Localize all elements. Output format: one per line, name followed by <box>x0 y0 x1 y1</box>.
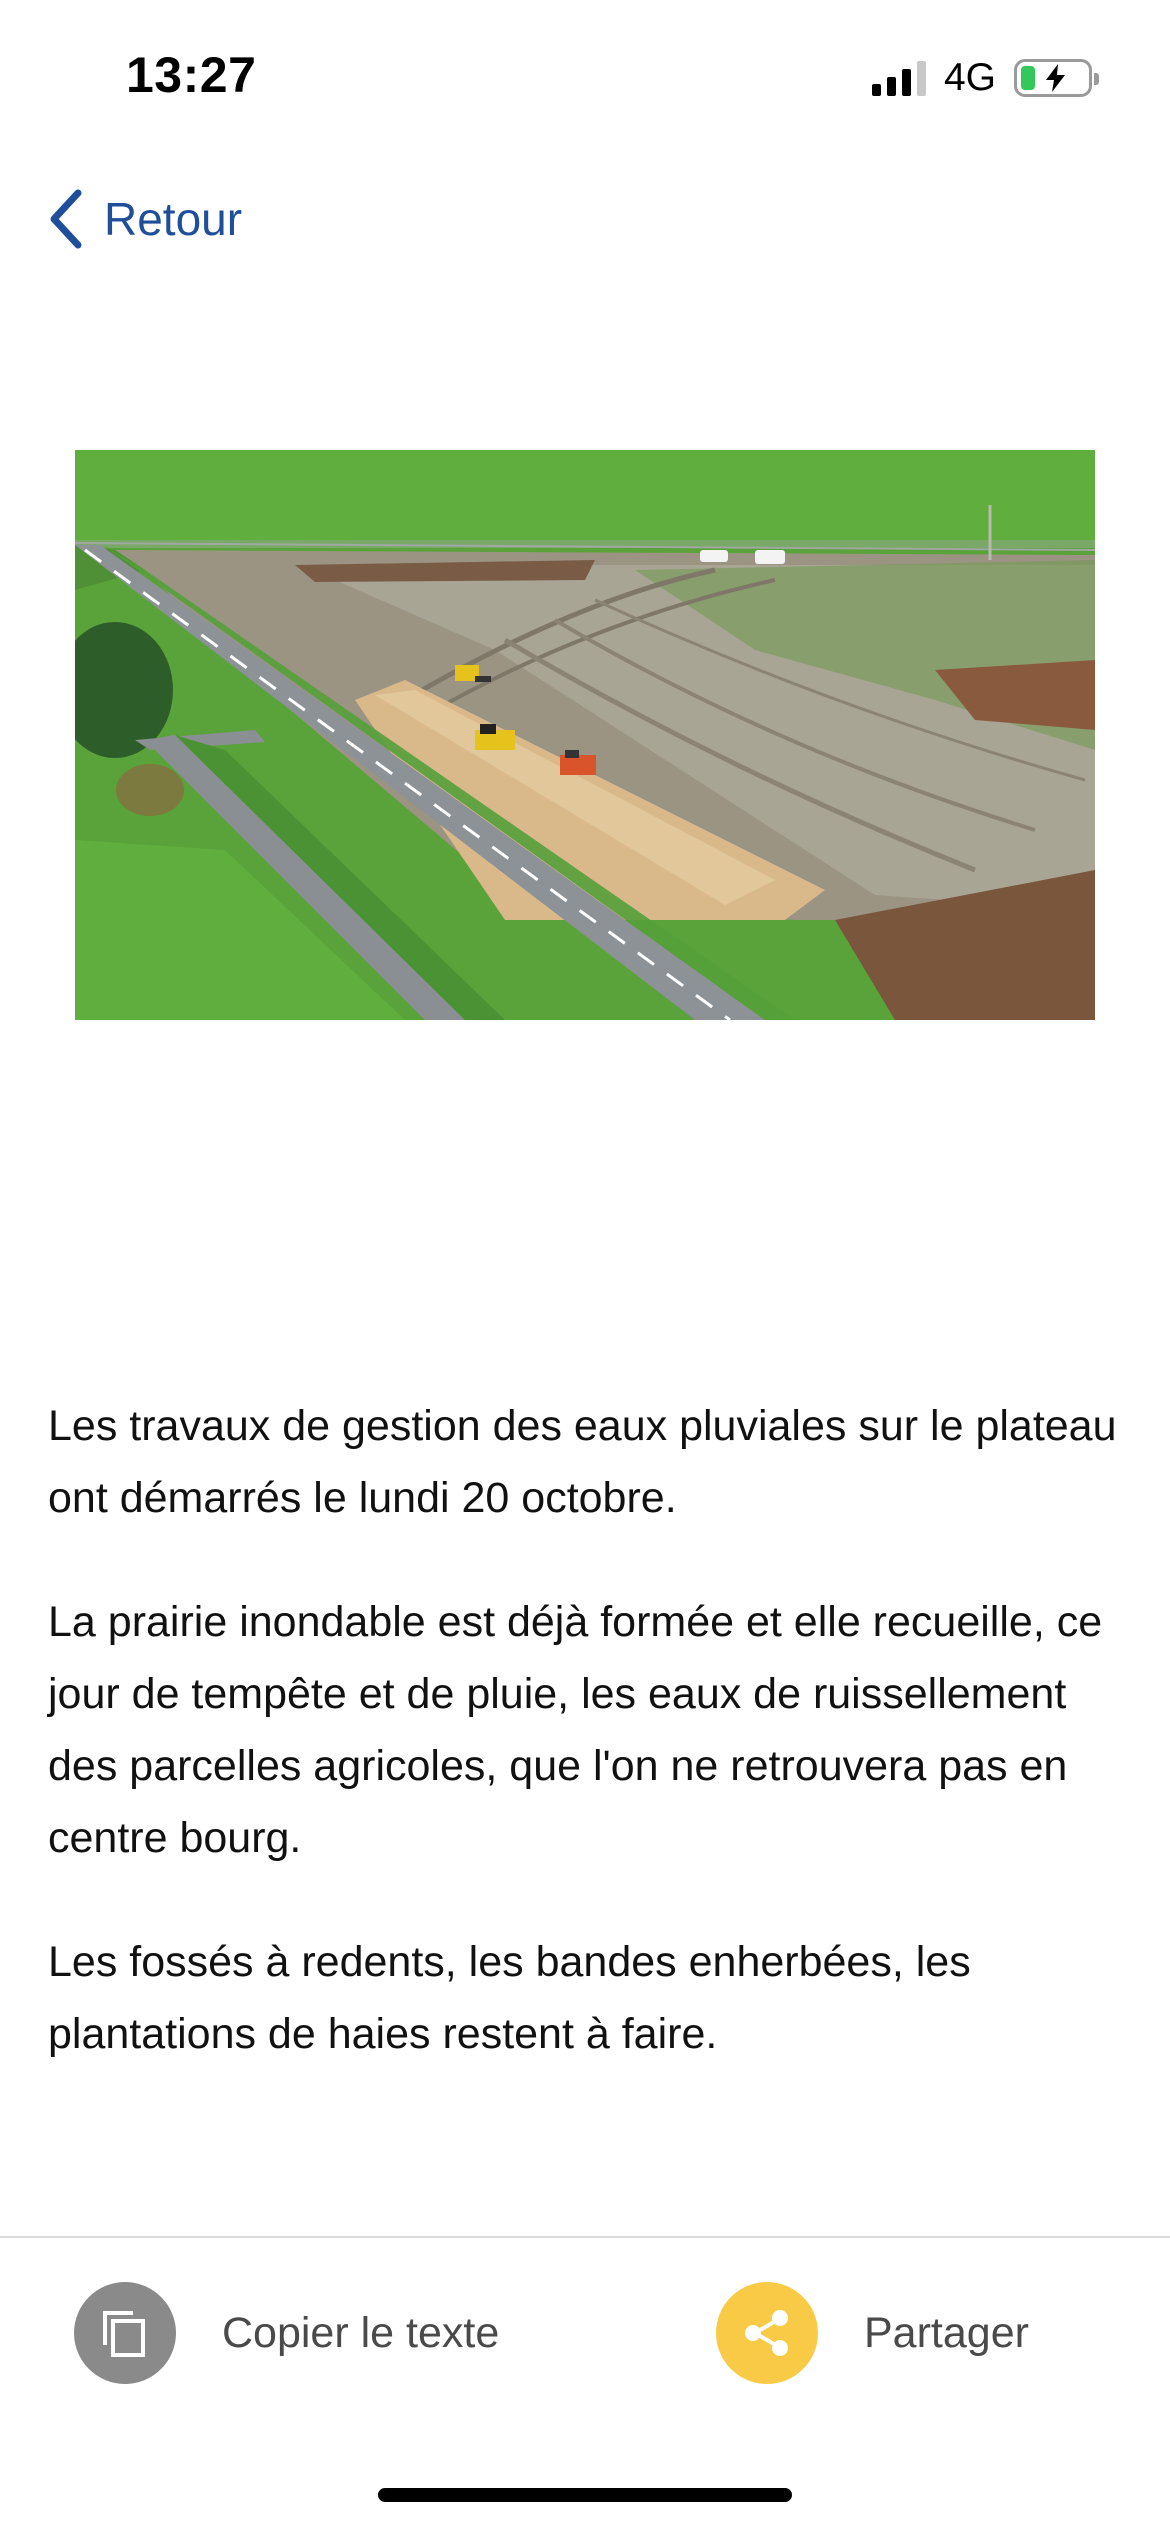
copy-text-label: Copier le texte <box>222 2308 500 2357</box>
share-icon <box>738 2304 796 2362</box>
home-indicator[interactable] <box>378 2488 792 2502</box>
copy-icon <box>97 2305 153 2361</box>
article-photo <box>75 450 1095 1020</box>
share-button-circle <box>716 2282 818 2384</box>
battery-level <box>1021 66 1035 90</box>
charging-bolt-icon <box>1041 63 1071 93</box>
article-paragraph: Les travaux de gestion des eaux pluviales sur le plateau ont démarrés le lundi 20 octobre. <box>48 1402 1117 1522</box>
chevron-left-icon <box>48 189 84 249</box>
bottom-bar-divider <box>0 2236 1170 2238</box>
network-type: 4G <box>943 56 996 99</box>
status-indicators <box>872 56 1092 100</box>
share-label: Partager <box>864 2308 1029 2357</box>
back-label: Retour <box>104 193 243 245</box>
copy-text-button[interactable] <box>74 2282 499 2384</box>
article-paragraph: La prairie inondable est déjà formée et elle recueille, ce jour de tempête et de pluie, les eaux de ruissellement des parcelles agricoles, que l'on ne retrouvera pas en centre bourg. <box>48 1598 1103 1862</box>
status-bar <box>0 0 1170 150</box>
back-button[interactable] <box>48 186 242 252</box>
share-button[interactable] <box>716 2282 1029 2384</box>
article-body <box>48 1390 1122 2122</box>
battery-charging-icon <box>1014 59 1092 97</box>
status-time: 13:27 <box>126 47 257 103</box>
copy-button-circle <box>74 2282 176 2384</box>
article-paragraph: Les fossés à redents, les bandes enherbées, les plantations de haies restent à faire. <box>48 1938 971 2058</box>
signal-strength-icon <box>872 60 926 96</box>
